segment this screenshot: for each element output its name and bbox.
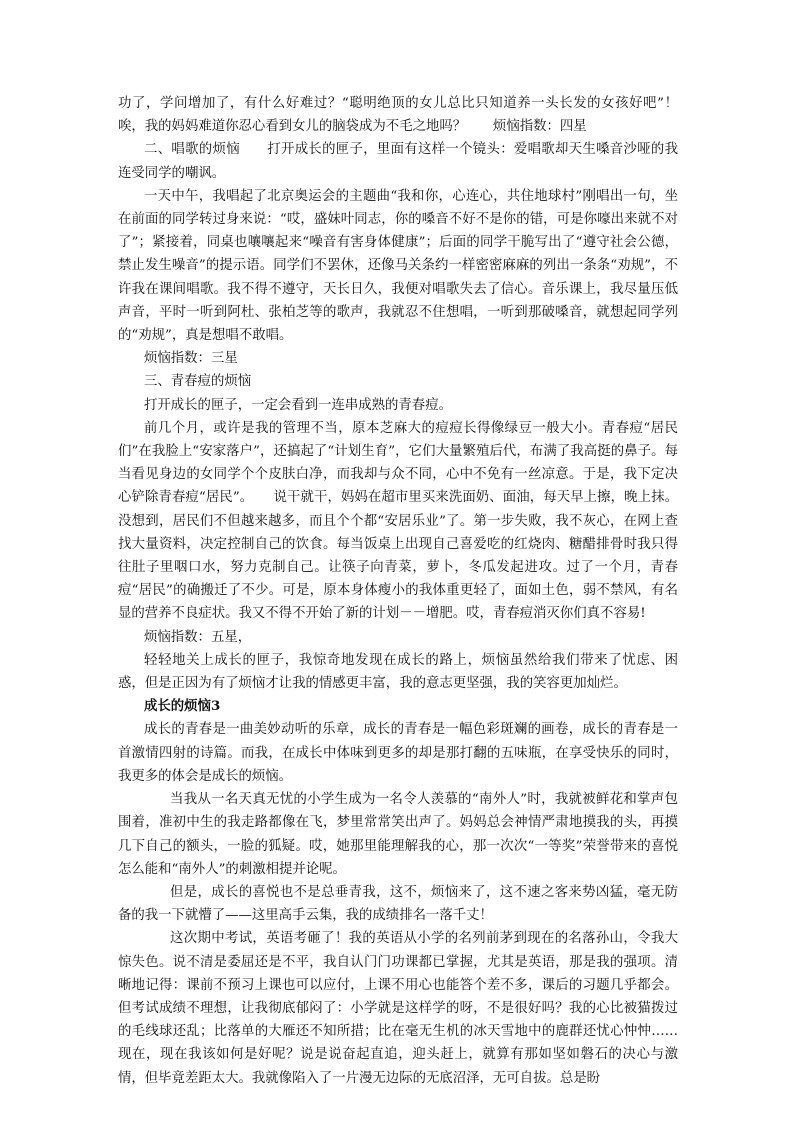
paragraph: 成长的青春是一曲美妙动听的乐章，成长的青春是一幅色彩斑斓的画卷，成长的青春是一首激情四射的诗篇。而我，在成长中体味到更多的却是那打翻的五味瓶，在享受快乐的同时，我更多的体会是成长的烦恼。 [118,722,678,784]
paragraph: 这次期中考试，英语考砸了！我的英语从小学的名列前茅到现在的名落孙山，令我大惊失色。说不清是委屈还是不平，我自认门门功课都已掌握，尤其是英语，那是我的强项。清晰地记得：课前不预习上课也可以应付，上课不用心也能答个差不多，课后的习题几乎都会。但考试成绩不理想，让我彻底郁闷了：小学就是这样学的呀，不是很好吗？我的心比被猫拨过的毛线球还乱；比落单的大雁还不知所措；比在毫无生机的冰天雪地中的鹿群还忧心忡忡……现在，现在我该如何是好呢？说是说奋起直追，迎头赶上，就算有那如坚如磐石的决心与激情，但毕竟差距太大。我就像陷入了一片漫无边际的无底沼泽，无可自拔。总是盼 [118,931,678,1086]
rating-line: 烦恼指数：五星， [144,629,252,645]
paragraph: 但是，成长的喜悦也不是总垂青我，这不，烦恼来了，这不速之客来势凶猛，毫无防备的我一下就懵了——这里高手云集，我的成绩排名一落千丈！ [118,884,678,924]
paragraph: 轻轻地关上成长的匣子，我惊奇地发现在成长的路上，烦恼虽然给我们带来了忧虑、困惑，但是正因为有了烦恼才让我的情感更丰富，我的意志更坚强，我的笑容更加灿烂。 [118,652,678,692]
paragraph: 当我从一名天真无忧的小学生成为一名令人羡慕的“南外人”时，我就被鲜花和掌声包围着，准初中生的我走路都像在飞，梦里常常笑出声了。妈妈总会神情严肃地摸我的头，再摸几下自己的额头，一脸的狐疑。哎，她那里能理解我的心，那一次次“一等奖”荣誉带来的喜悦怎么能和“南外人”的刺激相提并论呢。 [118,792,678,877]
paragraph: 功了，学问增加了，有什么好难过？“聪明绝顶的女儿总比只知道养一头长发的女孩好吧”！唉，我的妈妈难道你忍心看到女儿的脑袋成为不毛之地吗？ 烦恼指数：四星 [118,96,678,135]
section-heading-singing: 二、唱歌的烦恼 打开成长的匣子，里面有这样一个镜头：爱唱歌却天生嗓音沙哑的我连受同学的嘲讽。 [118,142,678,181]
paragraph: 一天中午，我唱起了北京奥运会的主题曲“我和你，心连心，共住地球村”刚唱出一句，坐在前面的同学转过身来说：“哎，盛妹叶同志，你的嗓音不好不是你的错，可是你嚎出来就不对了”；紧接着，同桌也嚷嚷起来“噪音有害身体健康”；后面的同学干脆写出了“遵守社会公德，禁止发生噪音”的提示语。同学们不罢休，还像马关条约一样密密麻麻的列出一条条“劝规”，不许我在课间唱歌。我不得不遵守，天长日久，我便对唱歌失去了信心。音乐课上，我尽量压低声音，平时一听到阿杜、张柏芝等的歌声，我就忍不住想唱，一听到那破嗓音，就想起同学列的“劝规”，真是想唱不敢唱。 [118,188,678,344]
essay-title: 成长的烦恼3 [144,698,221,715]
rating-line: 烦恼指数：三星 [144,351,238,367]
paragraph: 打开成长的匣子，一定会看到一连串成熟的青春痘。 [144,397,452,413]
section-heading-acne: 三、青春痘的烦恼 [144,374,252,390]
document-body [118,92,678,1090]
paragraph: 前几个月，或许是我的管理不当，原本芝麻大的痘痘长得像绿豆一般大小。青春痘“居民们”在我脸上“安家落户”，还搞起了“计划生育”，它们大量繁殖后代，布满了我高挺的鼻子。每当看见身边的女同学个个皮肤白净，而我却与众不同，心中不免有一丝凉意。于是，我下定决心铲除青春痘“居民”。 说干就干，妈妈在超市里买来洗面奶、面油，每天早上擦，晚上抹。没想到，居民们不但越来越多，而且个个都“安居乐业”了。第一步失败，我不灰心，在网上查找大量资料，决定控制自己的饮食。每当饭桌上出现自己喜爱吃的红烧肉、糖醋排骨时我只得往肚子里咽口水，努力克制自己。让筷子向青菜，萝卜，冬瓜发起进攻。过了一个月，青春痘“居民”的确搬迁了不少。可是，原本身体瘦小的我体重更轻了，面如土色，弱不禁风，有名显的营养不良症状。我又不得不开始了新的计划－－增肥。哎，青春痘消灭你们真不容易! [118,420,678,622]
